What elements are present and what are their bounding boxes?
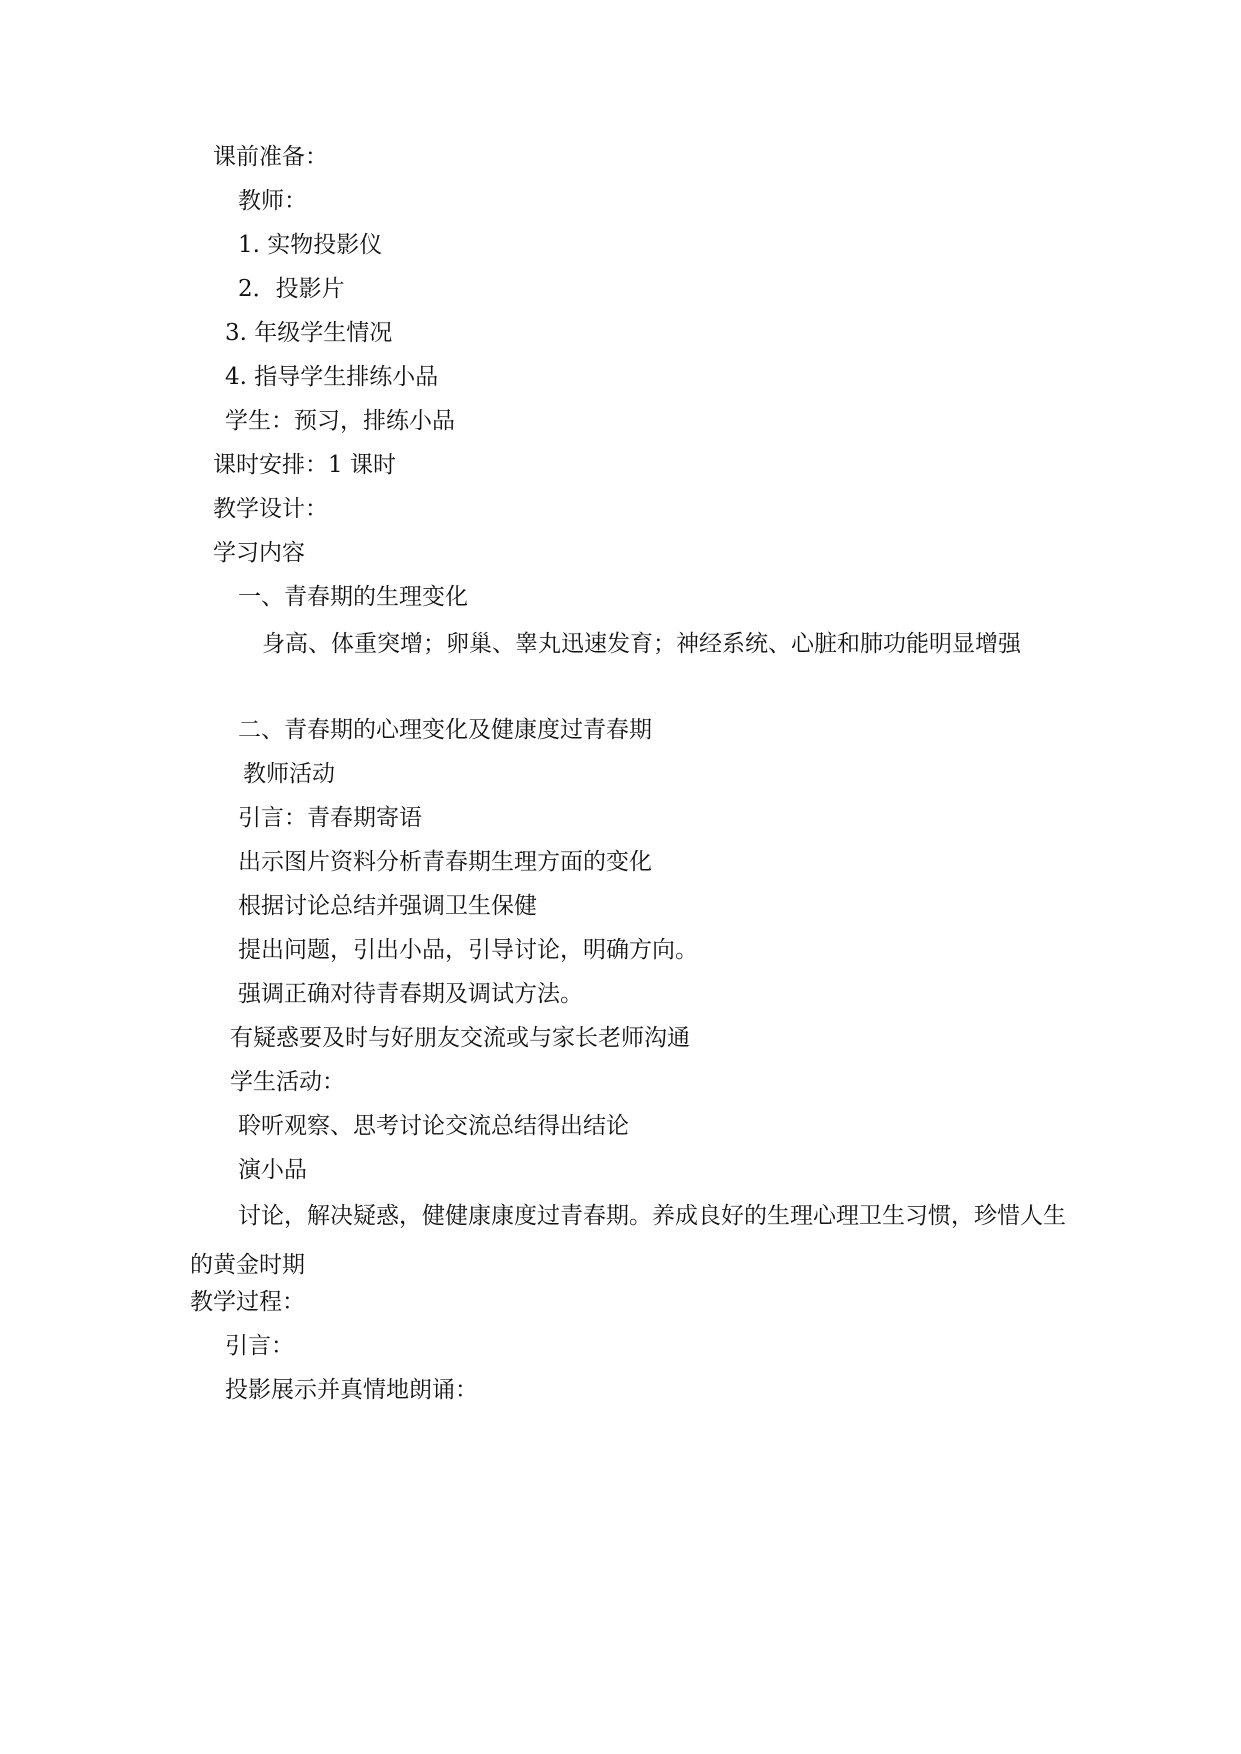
process-heading: 教学过程：	[190, 1289, 305, 1315]
teacher-item: 2．投影片	[238, 276, 345, 302]
student-activity: 聆听观察、思考讨论交流总结得出结论	[238, 1113, 629, 1139]
schedule: 课时安排：1 课时	[213, 452, 396, 478]
design-heading: 教学设计：	[213, 496, 328, 522]
teacher-activity: 强调正确对待青春期及调试方法。	[238, 981, 583, 1007]
teacher-item: 4. 指导学生排练小品	[225, 364, 439, 390]
student-activity: 演小品	[238, 1157, 307, 1183]
intro-text: 投影展示并真情地朗诵：	[225, 1377, 478, 1403]
section2-title: 二、青春期的心理变化及健康度过青春期	[238, 717, 652, 743]
teacher-item: 3. 年级学生情况	[225, 320, 393, 346]
teacher-activity: 引言：青春期寄语	[238, 805, 422, 831]
teacher-item: 1. 实物投影仪	[238, 232, 383, 258]
section1-body: 身高、体重突增；卵巢、睾丸迅速发育；神经系统、心脏和肺功能明显增强	[262, 631, 1021, 657]
teacher-activity: 提出问题，引出小品，引导讨论，明确方向。	[238, 937, 698, 963]
student-prep: 学生：预习，排练小品	[225, 408, 455, 434]
teacher-activity: 根据讨论总结并强调卫生保健	[238, 893, 537, 919]
student-activity-label: 学生活动：	[230, 1069, 345, 1095]
teacher-activity: 出示图片资料分析青春期生理方面的变化	[238, 849, 652, 875]
content-heading: 学习内容	[213, 540, 305, 566]
teacher-activity-label: 教师活动	[243, 761, 335, 787]
intro-label: 引言：	[225, 1333, 294, 1359]
section1-title: 一、青春期的生理变化	[238, 584, 468, 610]
teacher-activity: 有疑惑要及时与好朋友交流或与家长老师沟通	[230, 1025, 690, 1051]
student-activity-long: 讨论，解决疑惑，健健康康度过青春期。养成良好的生理心理卫生习惯，珍惜人生的黄金时期	[190, 1203, 1066, 1278]
teacher-label: 教师：	[238, 188, 307, 214]
prep-heading: 课前准备：	[213, 144, 328, 170]
